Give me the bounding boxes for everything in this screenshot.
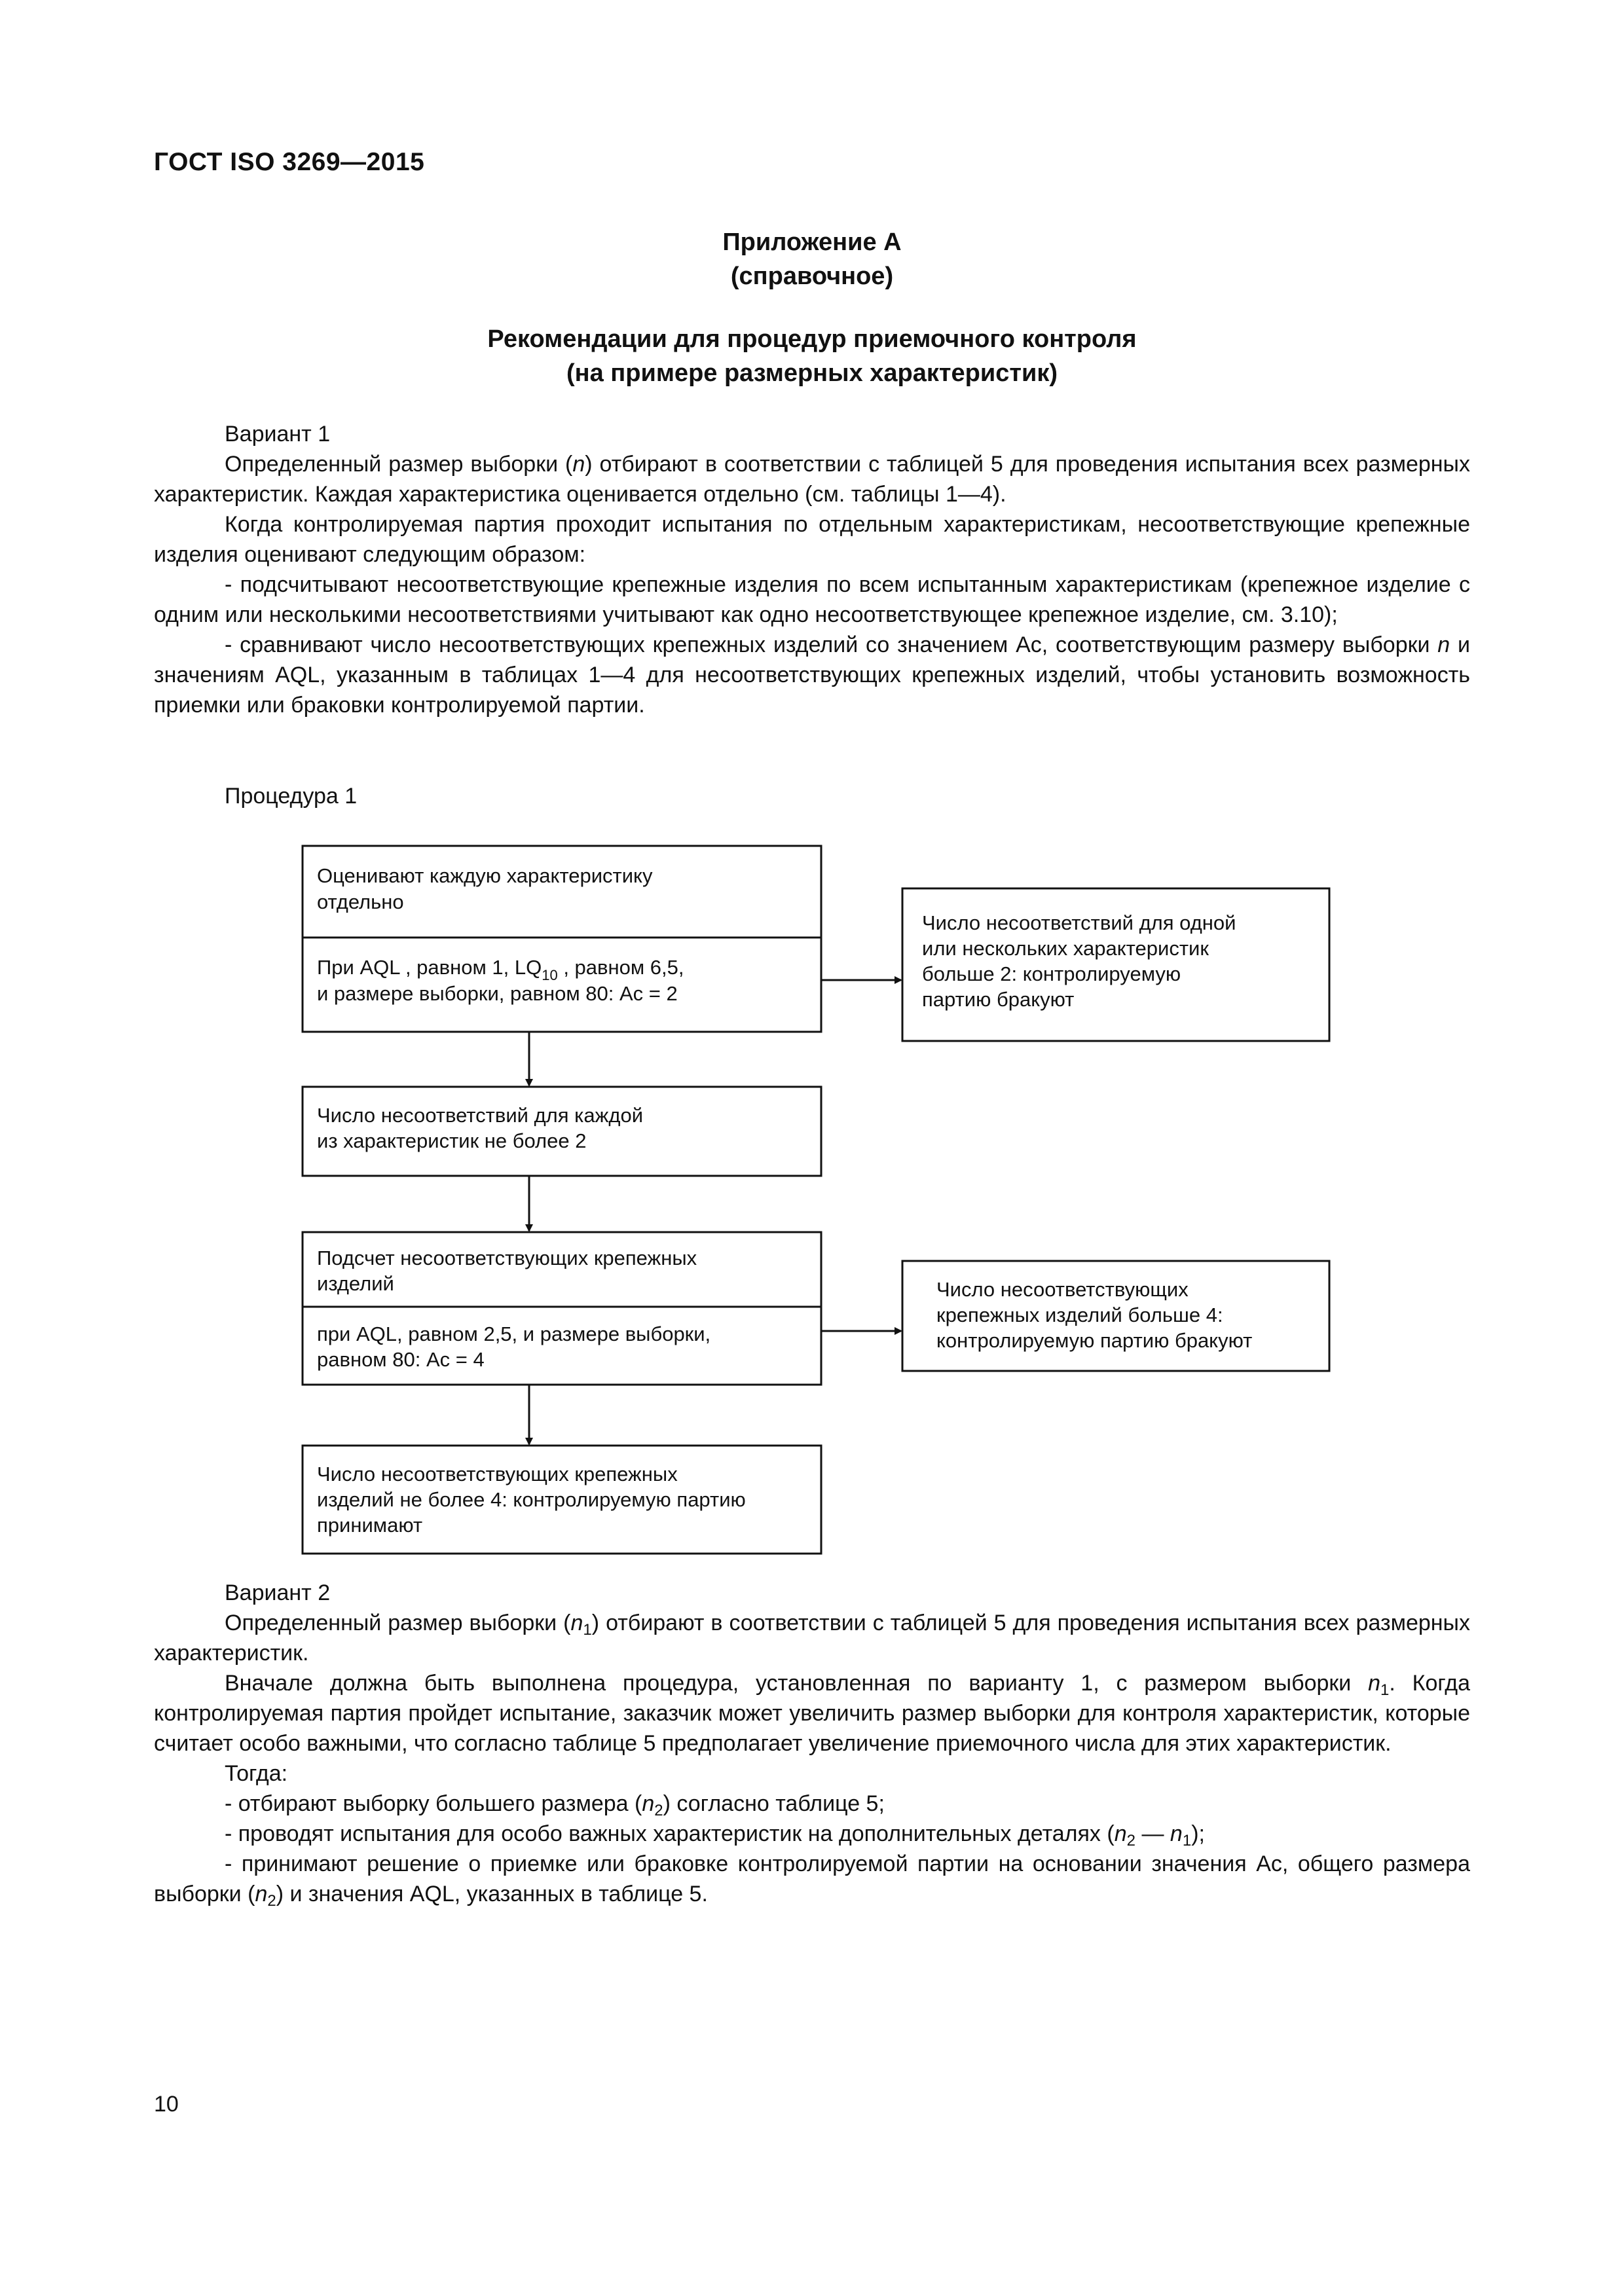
variant2-paragraph-2: Вначале должна быть выполнена процедура, установленная по варианту 1, с размером выборки $n_1$. Когда контролируемая партия пройдет испытание, заказчик может увеличить размер выборки для контроля характеристик, которые считает особо важными, что согласно таблице 5 предполагает увеличение приемочного числа для этих характеристик.	[154, 1671, 1470, 1756]
flow-box-reject-1-line-1: Число несоответствий для одной	[922, 911, 1236, 934]
flow-box-accept-line-3: принимают	[317, 1514, 423, 1537]
flow-box-reject-2-line-3: контролируемую партию бракуют	[936, 1329, 1253, 1352]
variant2-paragraph-3: Тогда:	[225, 1761, 288, 1786]
annex-status: (справочное)	[730, 263, 894, 290]
flow-box-evaluate-condition-line-1: При AQL , равном 1, $LQ_{10}$ , равном 6,5,	[317, 956, 684, 983]
annex-title: Приложение А	[722, 228, 902, 256]
document-code: ГОСТ ISO 3269—2015	[154, 148, 425, 176]
variant2-paragraph-5: - проводят испытания для особо важных характеристик на дополнительных деталях ($n_2$ — $n_1$);	[225, 1821, 1205, 1850]
flow-box-count-line-2: изделий	[317, 1272, 394, 1295]
flow-box-nonconformities-line-1: Число несоответствий для каждой	[317, 1104, 644, 1127]
page-number: 10	[154, 2092, 179, 2117]
flow-box-evaluate-condition-line-2: и размере выборки, равном 80: Ас = 2	[317, 982, 678, 1005]
variant2-paragraph-1: Определенный размер выборки $(n_1)$ отбирают в соответствии с таблицей 5 для проведения испытания всех размерных характеристик.	[154, 1611, 1470, 1666]
variant1-label: Вариант 1	[225, 422, 331, 446]
variant1-paragraph-1: Определенный размер выборки (n) отбирают в соответствии с таблицей 5 для проведения испытания всех размерных характеристик. Каждая характеристика оценивается отдельно (см. таблицы 1—4).	[154, 452, 1470, 507]
variant1-paragraph-2: Когда контролируемая партия проходит испытания по отдельным характеристикам, несоответствующие крепежные изделия оценивают следующим образом:	[154, 512, 1470, 567]
variant1-paragraph-4: - сравнивают число несоответствующих крепежных изделий со значением Ас, соответствующим размеру выборки n и значениям AQL, указанным в таблицах 1—4 для несоответствующих крепежных изделий, чтобы установить возможность приемки или браковки контролируемой партии.	[154, 632, 1470, 718]
flow-box-reject-2-line-2: крепежных изделий больше 4:	[936, 1303, 1223, 1326]
variant2-paragraph-4: - отбирают выборку большего размера $(n_2)$ согласно таблице 5;	[225, 1791, 885, 1819]
variant2-label: Вариант 2	[225, 1580, 331, 1605]
variant1-paragraph-3: - подсчитывают несоответствующие крепежные изделия по всем испытанным характеристикам (крепежное изделие с одним или несколькими несоответствиями учитывают как одно несоответствующее крепежное изделие, см. 3.10);	[154, 572, 1470, 627]
flow-box-accept-line-1: Число несоответствующих крепежных	[317, 1463, 678, 1485]
flow-box-reject-1-line-3: больше 2: контролируемую	[922, 962, 1181, 985]
flow-box-accept-line-2: изделий не более 4: контролируемую партию	[317, 1488, 746, 1511]
flow-box-nonconformities-line-2: из характеристик не более 2	[317, 1129, 587, 1152]
flow-box-count-condition-line-2: равном 80: Ас = 4	[317, 1348, 485, 1371]
variant2-text	[154, 1578, 1470, 1909]
flow-box-reject-1-line-2: или нескольких характеристик	[922, 937, 1209, 960]
flow-box-evaluate-line-2: отдельно	[317, 890, 404, 913]
flow-box-count-line-1: Подсчет несоответствующих крепежных	[317, 1247, 697, 1269]
flow-box-count-condition-line-1: при AQL, равном 2,5, и размере выборки,	[317, 1322, 711, 1345]
variant2-paragraph-6: - принимают решение о приемке или браковке контролируемой партии на основании значения Ас, общего размера выборки $(n_2)$ и значения AQL, указанных в таблице 5.	[154, 1851, 1470, 1910]
flow-box-reject-1-line-4: партию бракуют	[922, 988, 1075, 1011]
flow-box-reject-2-line-1: Число несоответствующих	[936, 1278, 1189, 1301]
section-title-line-2: (на примере размерных характеристик)	[566, 359, 1058, 387]
section-title-line-1: Рекомендации для процедур приемочного контроля	[487, 325, 1137, 353]
flow-box-evaluate-line-1: Оценивают каждую характеристику	[317, 864, 653, 887]
procedure-label: Процедура 1	[225, 784, 358, 809]
